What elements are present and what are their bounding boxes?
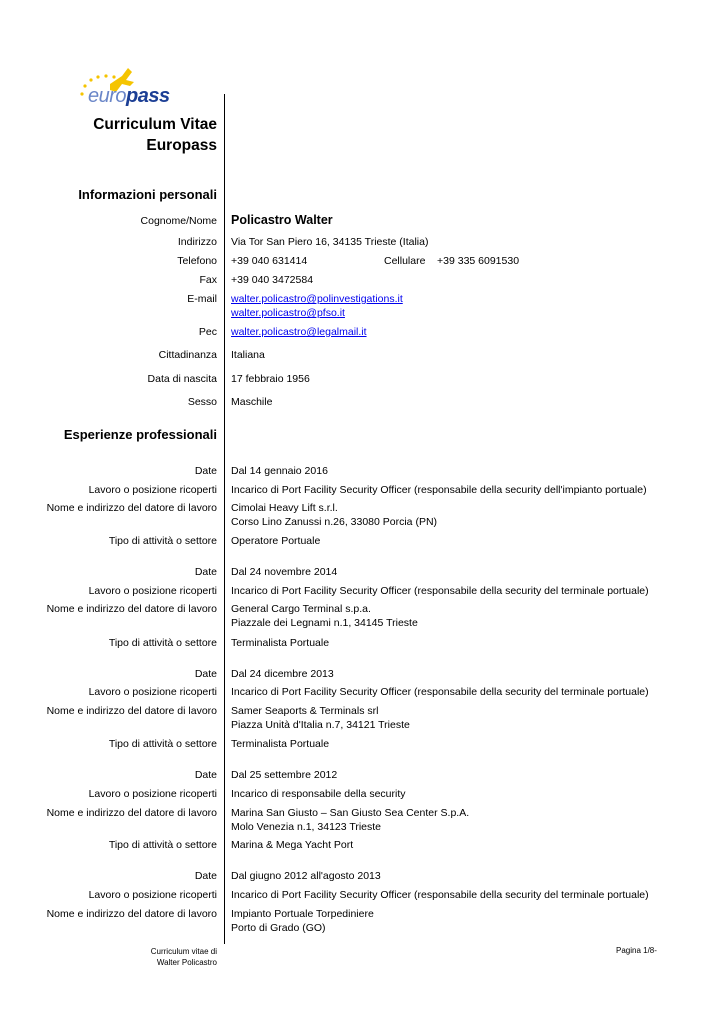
section-personal-info: Informazioni personali (78, 187, 217, 202)
job-employer-name: Impianto Portuale Torpediniere (231, 908, 374, 920)
column-divider (224, 94, 225, 944)
footer-left-line1: Curriculum vitae di (150, 947, 217, 956)
phone-value: +39 040 631414 (231, 255, 308, 267)
job-employer-name: Marina San Giusto – San Giusto Sea Center S.p.A. (231, 807, 470, 819)
job-role: Incarico di Port Facility Security Officer (responsabile della security del terminale portuale) (231, 889, 649, 901)
job-employer-label: Nome e indirizzo del datore di lavoro (46, 603, 217, 615)
job-employer-label: Nome e indirizzo del datore di lavoro (46, 807, 217, 819)
citizenship-label: Cittadinanza (158, 349, 217, 361)
job-role-label: Lavoro o posizione ricoperti (88, 889, 217, 901)
job-date-label: Date (194, 465, 217, 477)
sex-value: Maschile (231, 396, 273, 408)
job-role-label: Lavoro o posizione ricoperti (88, 484, 217, 496)
pec-link[interactable]: walter.policastro@legalmail.it (231, 326, 367, 338)
job-date-label: Date (194, 769, 217, 781)
job-role: Incarico di Port Facility Security Officer (responsabile della security dell'impianto portuale) (231, 484, 647, 496)
job-employer-name: Cimolai Heavy Lift s.r.l. (231, 502, 338, 514)
fax-label: Fax (199, 274, 217, 286)
address-label: Indirizzo (177, 236, 217, 248)
document-title (93, 114, 217, 156)
birth-value: 17 febbraio 1956 (231, 373, 310, 385)
job-date-label: Date (194, 870, 217, 882)
job-role: Incarico di Port Facility Security Officer (responsabile della security del terminale portuale) (231, 585, 649, 597)
job-employer-name: General Cargo Terminal s.p.a. (231, 603, 371, 615)
job-employer-address: Piazza Unità d'Italia n.7, 34121 Trieste (231, 719, 410, 731)
email-link-1[interactable]: walter.policastro@polinvestigations.it (231, 293, 403, 305)
fax-value: +39 040 3472584 (231, 274, 314, 286)
phone-label: Telefono (177, 255, 217, 267)
title-line2: Europass (146, 137, 217, 154)
pec-label: Pec (198, 326, 217, 338)
mobile-value: +39 335 6091530 (437, 255, 520, 267)
job-sector-label: Tipo di attività o settore (108, 535, 217, 547)
europass-logo (76, 64, 170, 112)
logo-pass: pass (126, 85, 170, 107)
job-role: Incarico di responsabile della security (231, 788, 406, 800)
job-role-label: Lavoro o posizione ricoperti (88, 686, 217, 698)
job-sector-label: Tipo di attività o settore (108, 839, 217, 851)
birth-label: Data di nascita (147, 373, 217, 385)
job-date-label: Date (194, 566, 217, 578)
job-date: Dal 25 settembre 2012 (231, 769, 338, 781)
job-employer-name: Samer Seaports & Terminals srl (231, 705, 379, 717)
full-name: Policastro Walter (231, 213, 333, 227)
footer-left-line2: Walter Policastro (156, 958, 217, 967)
job-sector-label: Tipo di attività o settore (108, 637, 217, 649)
job-employer-label: Nome e indirizzo del datore di lavoro (46, 502, 217, 514)
footer-left (151, 946, 217, 968)
job-date: Dal 14 gennaio 2016 (231, 465, 328, 477)
sex-label: Sesso (187, 396, 217, 408)
job-sector: Terminalista Portuale (231, 637, 330, 649)
email-label: E-mail (187, 293, 217, 305)
job-employer-address: Piazzale dei Legnami n.1, 34145 Trieste (231, 617, 418, 629)
page-number: Pagina 1/8- (616, 946, 657, 955)
job-employer-address: Molo Venezia n.1, 34123 Trieste (231, 821, 382, 833)
job-employer-address: Porto di Grado (GO) (231, 922, 326, 934)
job-employer-address: Corso Lino Zanussi n.26, 33080 Porcia (PN) (231, 516, 438, 528)
email-link-2[interactable]: walter.policastro@pfso.it (231, 307, 345, 319)
job-sector: Terminalista Portuale (231, 738, 330, 750)
job-date: Dal giugno 2012 all'agosto 2013 (231, 870, 381, 882)
job-employer-label: Nome e indirizzo del datore di lavoro (46, 908, 217, 920)
section-experience: Esperienze professionali (63, 427, 217, 442)
title-line1: Curriculum Vitae (93, 116, 217, 133)
job-date: Dal 24 dicembre 2013 (231, 668, 334, 680)
name-label: Cognome/Nome (140, 215, 217, 227)
job-employer-label: Nome e indirizzo del datore di lavoro (46, 705, 217, 717)
job-date-label: Date (194, 668, 217, 680)
job-sector-label: Tipo di attività o settore (108, 738, 217, 750)
address-value: Via Tor San Piero 16, 34135 Trieste (Italia) (231, 236, 429, 248)
job-role-label: Lavoro o posizione ricoperti (88, 585, 217, 597)
job-role: Incarico di Port Facility Security Officer (responsabile della security del terminale portuale) (231, 686, 649, 698)
mobile-label: Cellulare (384, 255, 426, 267)
logo-euro: euro (88, 85, 127, 107)
job-sector: Marina & Mega Yacht Port (231, 839, 354, 851)
job-date: Dal 24 novembre 2014 (231, 566, 338, 578)
job-sector: Operatore Portuale (231, 535, 321, 547)
citizenship-value: Italiana (231, 349, 265, 361)
job-role-label: Lavoro o posizione ricoperti (88, 788, 217, 800)
